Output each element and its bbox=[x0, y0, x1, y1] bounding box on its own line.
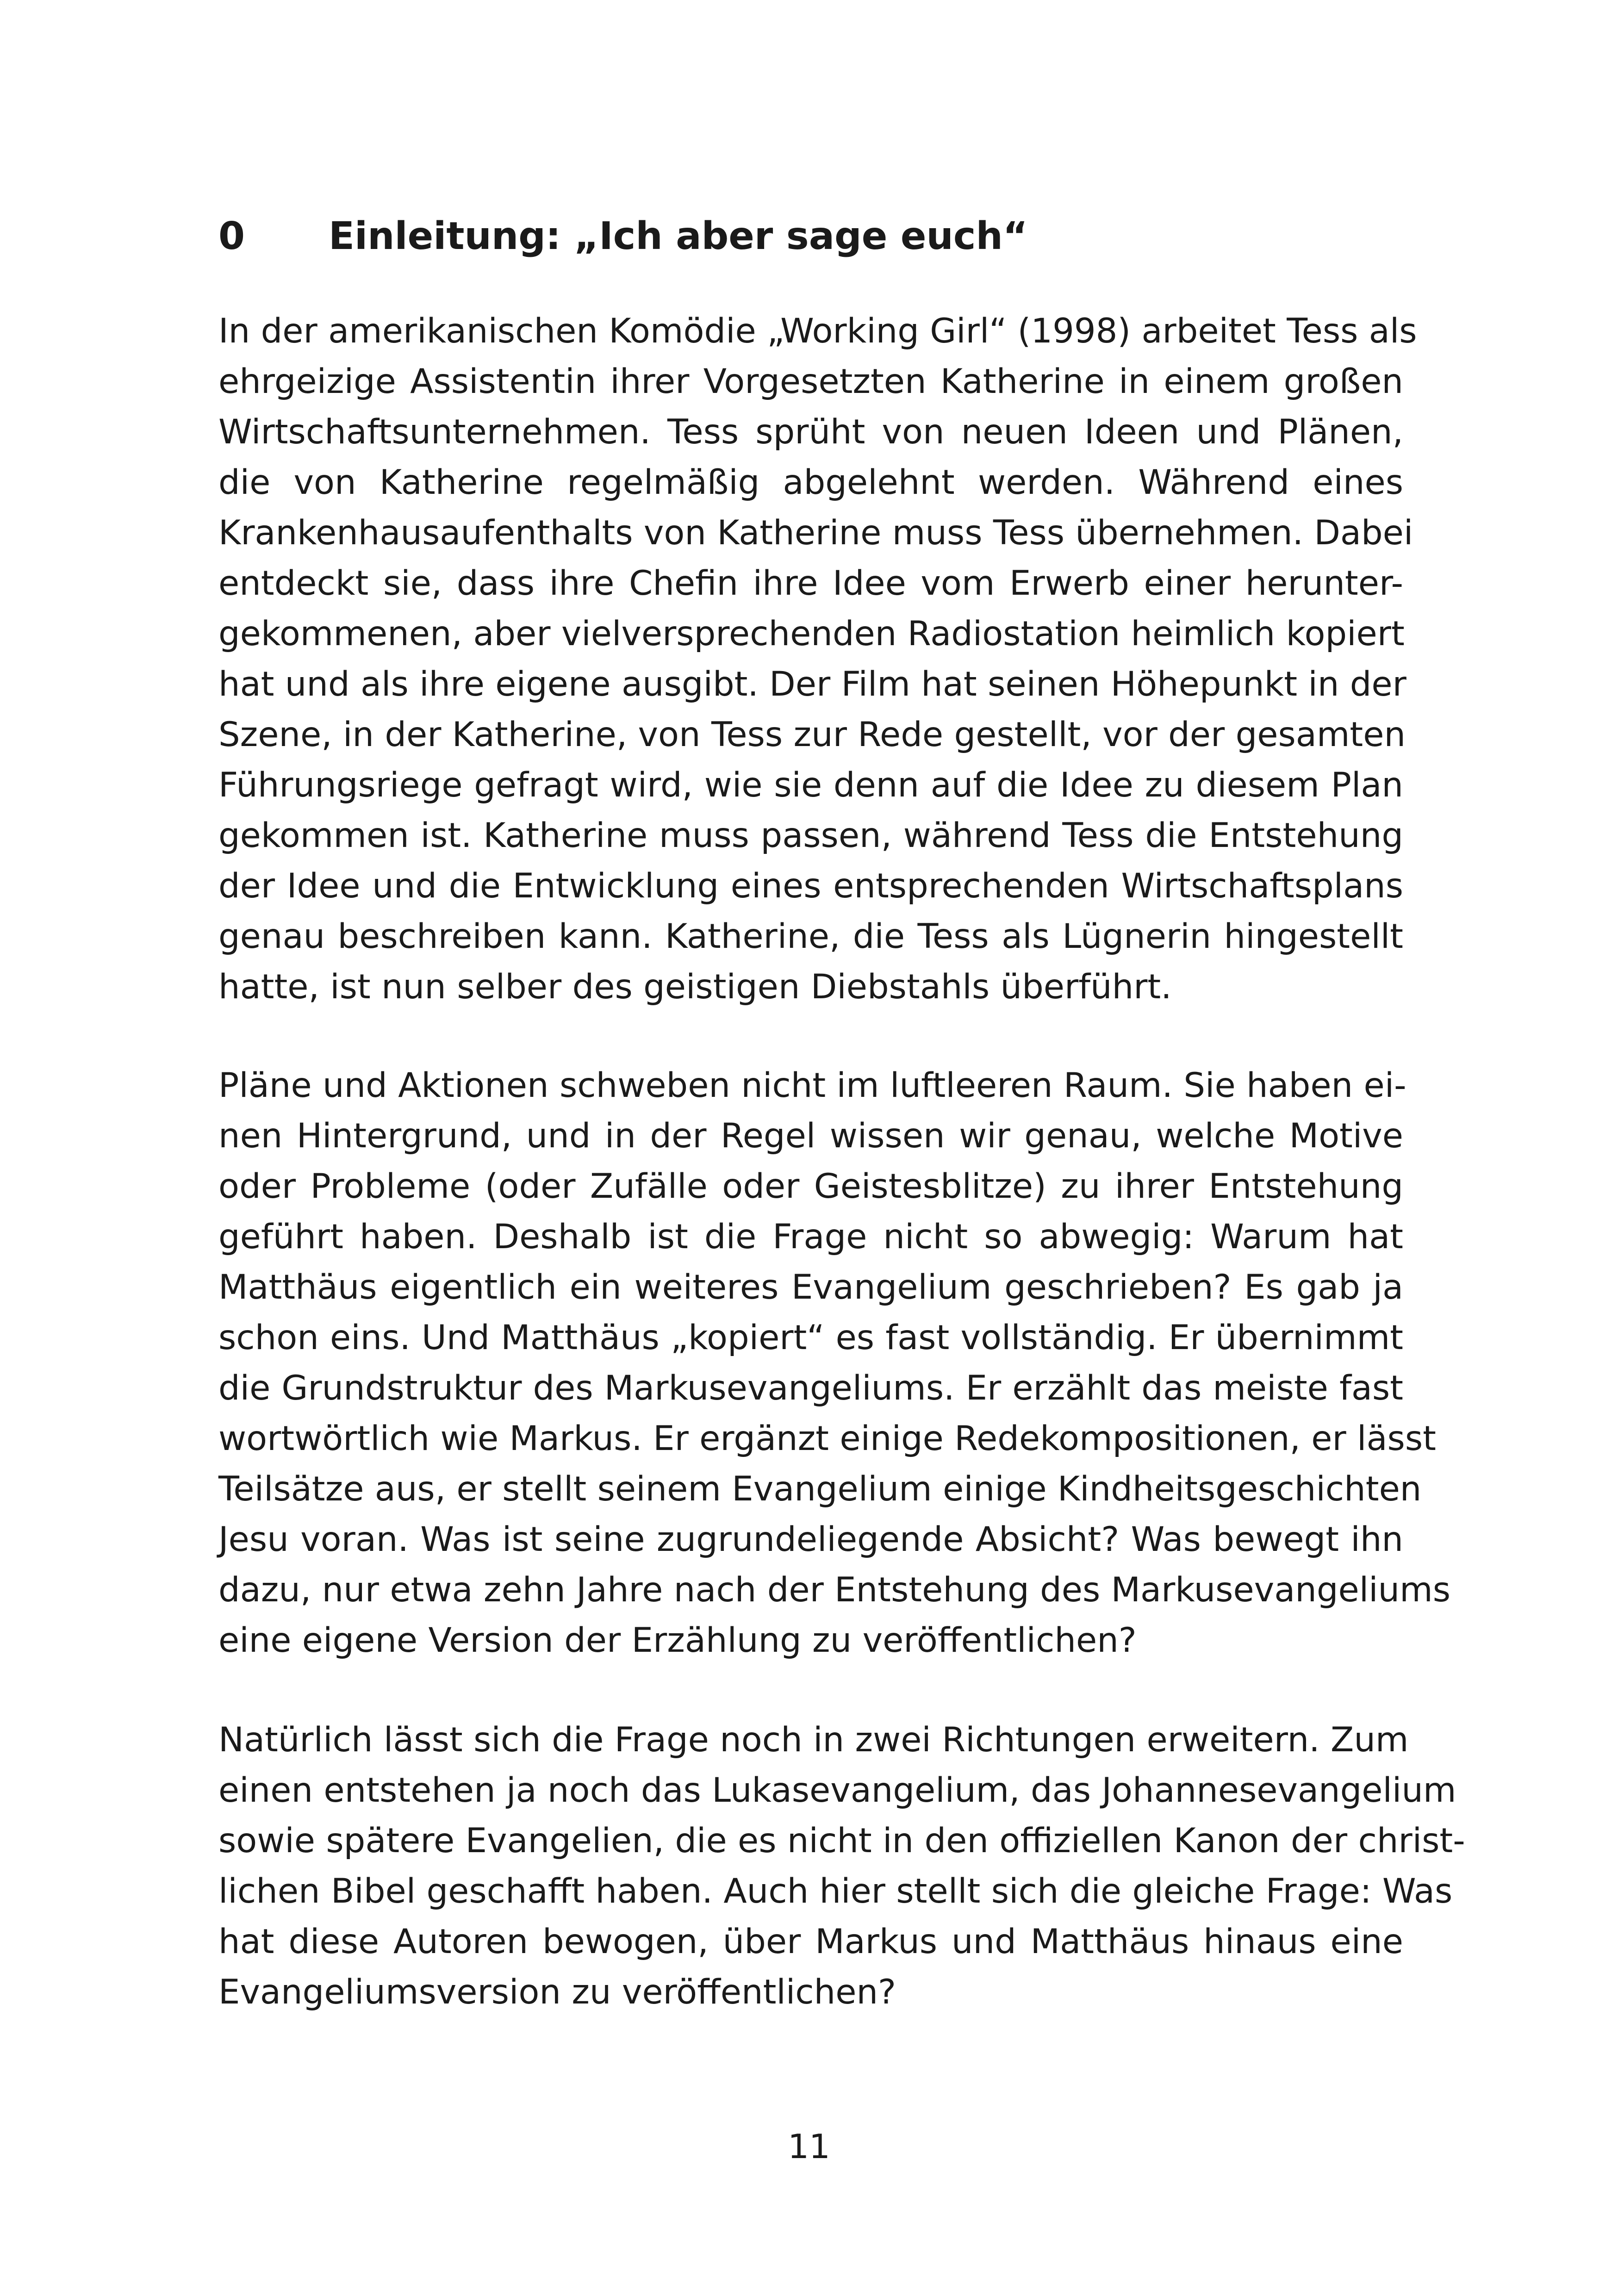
text-line: oder Probleme (oder Zufälle oder Geistesblitze) zu ihrer Entstehung bbox=[218, 1167, 1403, 1206]
text-line: sowie spätere Evangelien, die es nicht in den offiziellen Kanon der christ- bbox=[218, 1821, 1465, 1860]
text-line: Natürlich lässt sich die Frage noch in zwei Richtungen erweitern. Zum bbox=[218, 1720, 1409, 1760]
text-line: die von Katherine regelmäßig abgelehnt werden. Während eines bbox=[218, 463, 1403, 502]
text-line: der Idee und die Entwicklung eines entsprechenden Wirtschaftsplans bbox=[218, 866, 1403, 906]
text-line: genau beschreiben kann. Katherine, die Tess als Lügnerin hingestellt bbox=[218, 917, 1403, 956]
text-line: Pläne und Aktionen schweben nicht im luftleeren Raum. Sie haben ei- bbox=[218, 1066, 1406, 1105]
paragraph-1 bbox=[218, 306, 1417, 1012]
text-line: Evangeliumsversion zu veröffentlichen? bbox=[218, 1972, 896, 2012]
text-line: gekommen ist. Katherine muss passen, während Tess die Entstehung bbox=[218, 816, 1403, 855]
text-line: hatte, ist nun selber des geistigen Diebstahls überführt. bbox=[218, 967, 1172, 1007]
text-line: hat diese Autoren bewogen, über Markus und Matthäus hinaus eine bbox=[218, 1922, 1403, 1961]
text-line: einen entstehen ja noch das Lukasevangelium, das Johannesevangelium bbox=[218, 1771, 1456, 1810]
paragraph-3 bbox=[218, 1715, 1465, 2017]
chapter-heading bbox=[218, 204, 1028, 268]
text-line: Wirtschaftsunternehmen. Tess sprüht von neuen Ideen und Plänen, bbox=[218, 412, 1403, 452]
text-line: In der amerikanischen Komödie „Working Girl“ (1998) arbeitet Tess als bbox=[218, 311, 1417, 351]
text-line: gekommenen, aber vielversprechenden Radiostation heimlich kopiert bbox=[218, 614, 1405, 653]
text-line: schon eins. Und Matthäus „kopiert“ es fast vollständig. Er übernimmt bbox=[218, 1318, 1403, 1357]
text-line: entdeckt sie, dass ihre Chefin ihre Idee vom Erwerb einer herunter- bbox=[218, 564, 1403, 603]
text-line: Krankenhausaufenthalts von Katherine muss Tess übernehmen. Dabei bbox=[218, 513, 1413, 553]
text-line: geführt haben. Deshalb ist die Frage nicht so abwegig: Warum hat bbox=[218, 1217, 1403, 1257]
text-line: ehrgeizige Assistentin ihrer Vorgesetzten Katherine in einem großen bbox=[218, 362, 1403, 401]
text-line: die Grundstruktur des Markusevangeliums. Er erzählt das meiste fast bbox=[218, 1369, 1403, 1408]
text-line: Jesu voran. Was ist seine zugrundeliegende Absicht? Was bewegt ihn bbox=[218, 1520, 1403, 1559]
paragraph-2 bbox=[218, 1060, 1451, 1666]
text-line: hat und als ihre eigene ausgibt. Der Film hat seinen Höhepunkt in der bbox=[218, 665, 1406, 704]
text-line: eine eigene Version der Erzählung zu veröffentlichen? bbox=[218, 1621, 1137, 1660]
text-line: Teilsätze aus, er stellt seinem Evangelium einige Kindheitsgeschichten bbox=[218, 1469, 1422, 1509]
chapter-title: Einleitung: „Ich aber sage euch“ bbox=[329, 214, 1028, 258]
text-line: Matthäus eigentlich ein weiteres Evangelium geschrieben? Es gab ja bbox=[218, 1268, 1403, 1307]
text-line: Szene, in der Katherine, von Tess zur Rede gestellt, vor der gesamten bbox=[218, 715, 1406, 754]
text-line: lichen Bibel geschafft haben. Auch hier stellt sich die gleiche Frage: Was bbox=[218, 1872, 1453, 1911]
chapter-number: 0 bbox=[218, 214, 245, 258]
page-number: 11 bbox=[788, 2127, 830, 2166]
text-line: nen Hintergrund, und in der Regel wissen wir genau, welche Motive bbox=[218, 1116, 1403, 1156]
text-line: Führungsriege gefragt wird, wie sie denn auf die Idee zu diesem Plan bbox=[218, 765, 1403, 805]
text-line: dazu, nur etwa zehn Jahre nach der Entstehung des Markusevangeliums bbox=[218, 1570, 1451, 1610]
text-line: wortwörtlich wie Markus. Er ergänzt einige Redekompositionen, er lässt bbox=[218, 1419, 1436, 1458]
